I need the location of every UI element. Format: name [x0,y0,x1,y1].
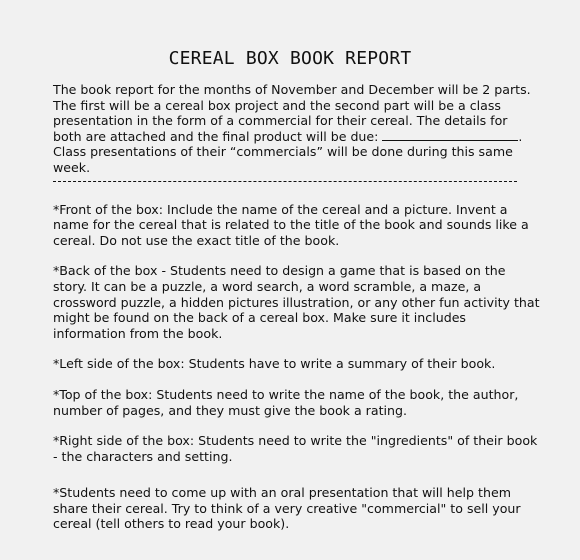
section-line: story. It can be a puzzle, a word search, a word scramble, a maze, a [53,278,482,294]
section-back-of-box [53,263,573,341]
dashed-divider [53,181,517,190]
section-line: information from the book. [53,325,223,341]
due-date-period: . [518,128,523,144]
section-line: cereal (tell others to read your book). [53,516,290,532]
section-left-side [53,356,573,372]
section-line: *Front of the box: Include the name of the cereal and a picture. Invent a [53,201,508,217]
intro-line-due-date [53,129,573,145]
section-line: - the characters and setting. [53,448,233,464]
intro-line: presentation in the form of a commercial for their cereal. The details for [53,113,508,129]
section-line: cereal. Do not use the exact title of the book. [53,232,340,248]
section-right-side [53,433,573,464]
document-body [53,82,573,532]
due-date-label: both are attached and the final product will be due: [53,128,383,144]
section-line: crossword puzzle, a hidden pictures illustration, or any other fun activity that [53,294,540,310]
section-line: *Left side of the box: Students have to write a summary of their book. [53,356,496,372]
section-line: name for the cereal that is related to the title of the book and sounds like a [53,217,529,233]
section-line: might be found on the back of a cereal box. Make sure it includes [53,310,466,326]
section-line: *Students need to come up with an oral presentation that will help them [53,485,511,501]
document-title: CEREAL BOX BOOK REPORT [168,48,412,69]
intro-line: The first will be a cereal box project and the second part will be a class [53,97,501,113]
section-oral-presentation [53,485,573,532]
section-line: *Top of the box: Students need to write the name of the book, the author, [53,386,519,402]
section-line: share their cereal. Try to think of a very creative "commercial" to sell your [53,500,521,516]
section-line: number of pages, and they must give the book a rating. [53,402,407,418]
section-front-of-box [53,202,573,249]
due-date-blank [382,129,518,141]
intro-line: The book report for the months of November and December will be 2 parts. [53,82,531,97]
intro-paragraph [53,82,573,176]
intro-line: Class presentations of their “commercials” will be done during this same [53,144,513,160]
section-top-of-box [53,387,573,418]
section-line: *Right side of the box: Students need to write the "ingredients" of their book [53,433,538,449]
intro-line: week. [53,159,91,175]
section-line: *Back of the box - Students need to design a game that is based on the [53,263,506,279]
